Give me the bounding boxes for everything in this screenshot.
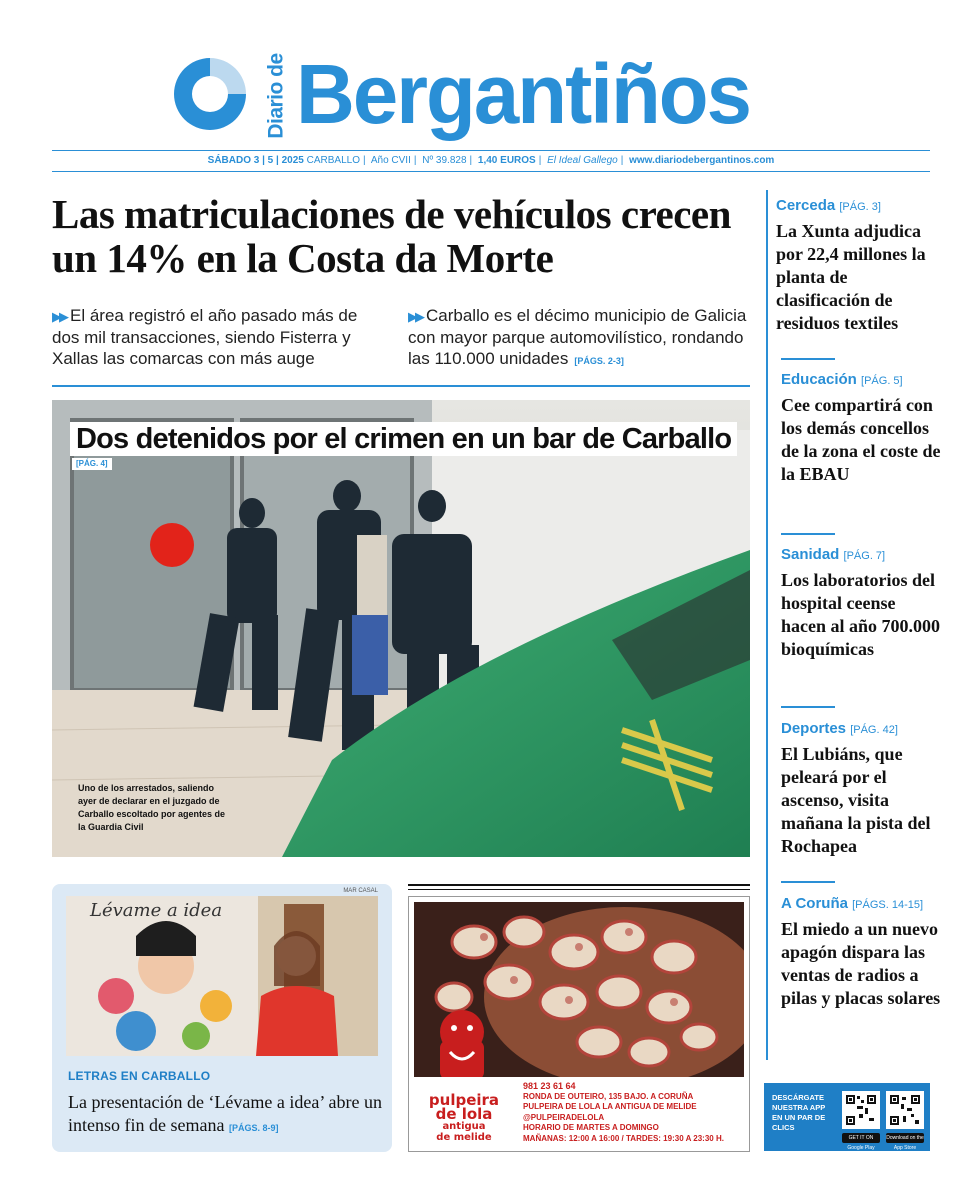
issue-date: SÁBADO 3 | 5 | 2025 xyxy=(207,155,304,166)
lead-bullet-2: ▶▶ Carballo es el décimo municipio de Galicia con mayor parque automovilístico, rondando las 110.000 unidades [PÁGS. 2-3] xyxy=(408,306,747,368)
lead-photo[interactable] xyxy=(52,400,750,857)
octopus-dish-photo xyxy=(414,902,744,1077)
page-reference: [PÁGS. 8-9] xyxy=(228,1123,279,1133)
divider xyxy=(408,884,750,886)
qr-code-android-icon[interactable] xyxy=(842,1091,880,1129)
book-presentation-photo xyxy=(66,896,378,1056)
artwork-title: Lévame a idea xyxy=(90,900,223,921)
section-label: LETRAS EN CARBALLO xyxy=(68,1069,211,1083)
sidebar-item-deportes[interactable]: Deportes [PÁG. 42] El Lubiáns, que peleará por el ascenso, visita mañana la pista del Rochapea xyxy=(781,720,931,856)
issue-city: CARBALLO xyxy=(306,155,360,166)
app-download-box[interactable] xyxy=(764,1083,930,1151)
dateline: SÁBADO 3 | 5 | 2025 CARBALLO | Año CVII | Nº 39.828 | 1,40 EUROS | El Ideal Gallego | www.diariodebergantinos.com xyxy=(52,150,930,172)
divider xyxy=(781,706,835,708)
divider xyxy=(781,533,835,535)
advertisement[interactable] xyxy=(408,896,750,1152)
photo-headline[interactable]: Dos detenidos por el crimen en un bar de Carballo xyxy=(70,422,737,456)
ad-social-handle[interactable]: @PULPEIRADELOLA xyxy=(523,1112,605,1122)
ad-phone[interactable]: 981 23 61 64 xyxy=(523,1081,576,1091)
tagline: El Ideal Gallego xyxy=(547,155,618,166)
issue-year: Año CVII xyxy=(370,155,411,166)
page-reference[interactable]: [PÁGS. 2-3] xyxy=(574,356,624,366)
culture-feature[interactable] xyxy=(52,884,392,1152)
lead-headline[interactable]: Las matriculaciones de vehículos crecen un 14% en la Costa da Morte xyxy=(52,191,731,281)
ad-hours-title: HORARIO DE MARTES A DOMINGO xyxy=(523,1123,659,1132)
brand-prefix: Diario de xyxy=(264,53,288,139)
issue-number: Nº 39.828 xyxy=(422,155,467,166)
photo-caption: Uno de los arrestados, saliendo ayer de declarar en el juzgado de Carballo escoltado por agentes de la Guardia Civil xyxy=(78,783,226,832)
photo-credit: MAR CASAL xyxy=(343,888,378,894)
app-store-badge[interactable]: Download on the App Store xyxy=(886,1135,924,1151)
ad-brand-logo: pulpeira de lola antigua de melide xyxy=(428,1091,500,1143)
sidebar-rule xyxy=(766,190,768,1060)
double-chevron-icon: ▶▶ xyxy=(52,309,66,324)
ad-business-name: PULPEIRA DE LOLA LA ANTIGUA DE MELIDE xyxy=(523,1102,697,1111)
sidebar-item-educacion[interactable]: Educación [PÁG. 5] Cee compartirá con los demás concellos de la zona el coste de la EBAU xyxy=(781,371,941,484)
divider xyxy=(781,881,835,883)
divider xyxy=(781,358,835,360)
page-reference[interactable]: [PÁG. 4] xyxy=(72,458,112,470)
newspaper-logo-icon xyxy=(170,54,250,134)
app-promo-text: DESCÁRGATE NUESTRA APP EN UN PAR DE CLICS xyxy=(772,1093,826,1132)
divider xyxy=(408,889,750,890)
brand-title[interactable]: Bergantiños xyxy=(296,47,751,141)
sidebar-item-cerceda[interactable]: Cerceda [PÁG. 3] La Xunta adjudica por 22,4 millones la planta de clasificación de residuos textiles xyxy=(776,197,926,333)
sidebar-item-sanidad[interactable]: Sanidad [PÁG. 7] Los laboratorios del hospital ceense hacen al año 700.000 bioquímicas xyxy=(781,546,941,659)
double-chevron-icon: ▶▶ xyxy=(408,309,422,324)
ad-address: RONDA DE OUTEIRO, 135 BAJO. A CORUÑA xyxy=(523,1091,694,1101)
masthead xyxy=(0,40,980,150)
sidebar-item-a-coruna[interactable]: A Coruña [PÁGS. 14-15] El miedo a un nuevo apagón dispara las ventas de radios a pilas y placas solares xyxy=(781,895,941,1008)
google-play-badge[interactable]: GET IT ON Google Play xyxy=(842,1133,880,1143)
qr-code-ios-icon[interactable] xyxy=(886,1091,924,1129)
lead-bullet-1: ▶▶ El área registró el año pasado más de dos mil transacciones, siendo Fisterra y Xallas las comarcas con más auge xyxy=(52,306,358,368)
divider xyxy=(52,385,750,387)
ad-hours: MAÑANAS: 12:00 A 16:00 / TARDES: 19:30 A 23:30 H. xyxy=(523,1133,724,1143)
ad-contact-info xyxy=(523,1081,747,1144)
culture-headline[interactable]: La presentación de ‘Lévame a idea’ abre un intenso fin de semana [PÁGS. 8-9] xyxy=(68,1092,382,1135)
issue-price: 1,40 EUROS xyxy=(477,155,536,166)
website-link[interactable]: www.diariodebergantinos.com xyxy=(629,155,775,166)
